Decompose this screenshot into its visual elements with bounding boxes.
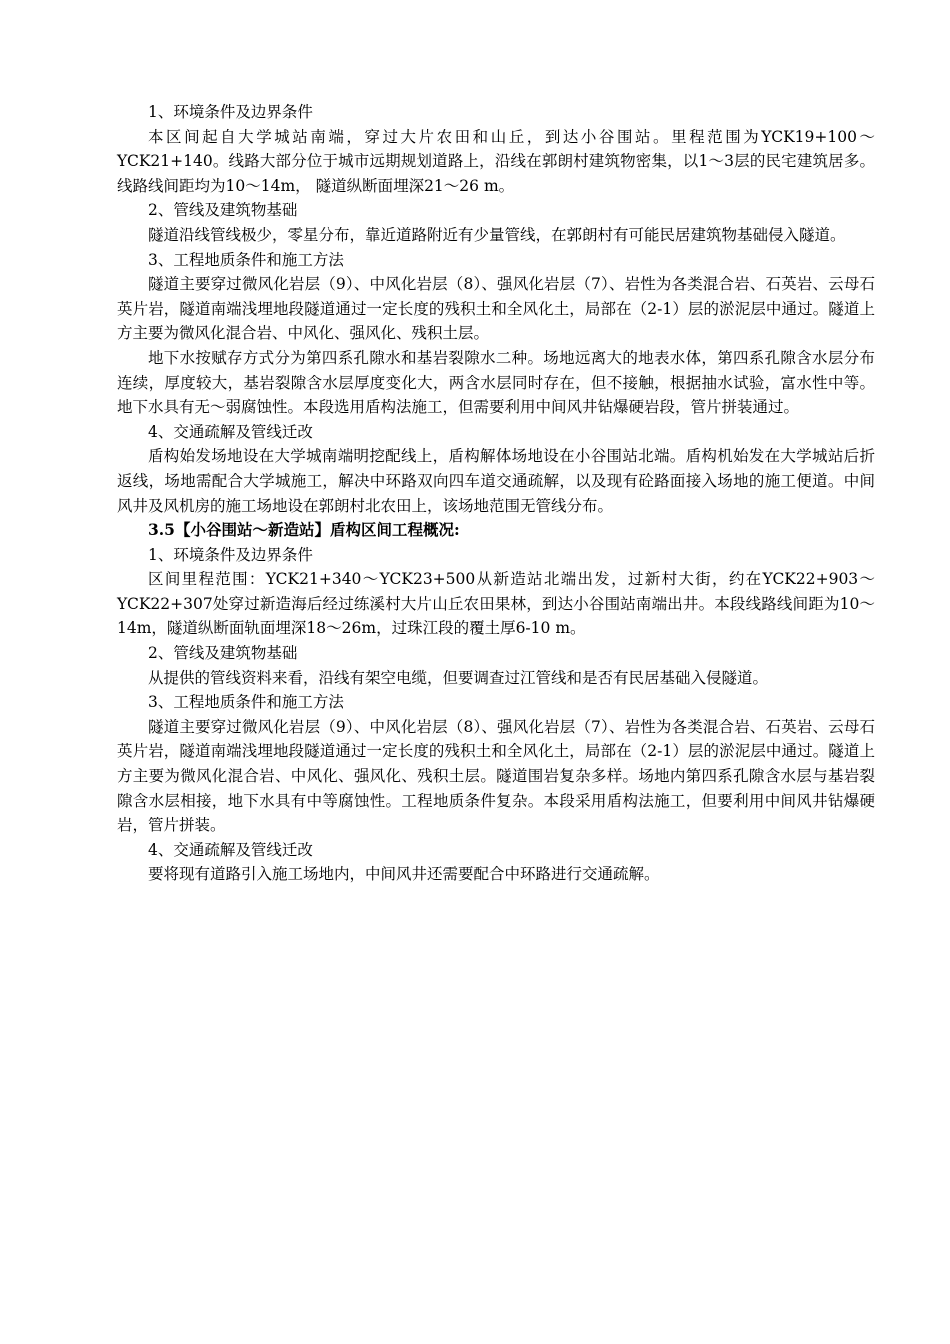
paragraph-groundwater-1: 地下水按赋存方式分为第四系孔隙水和基岩裂隙水二种。场地远离大的地表水体，第四系孔隙含水层分布连续，厚度较大，基岩裂隙含水层厚度变化大，两含水层同时存在，但不接触，根据抽水试验，富水性中等。地下水具有无～弱腐蚀性。本段选用盾构法施工，但需要利用中间风井钻爆硬岩段，管片拼装通过。	[117, 348, 875, 417]
subheading-geology-1: 3、工程地质条件和施工方法	[148, 250, 344, 269]
subheading-pipelines-2: 2、管线及建筑物基础	[148, 644, 298, 663]
paragraph-geology-2: 隧道主要穿过微风化岩层（9）、中风化岩层（8）、强风化岩层（7）、岩性为各类混合岩、石英岩、云母石英片岩，隧道南端浅埋地段隧道通过一定长度的残积土和全风化土，局部在（2-1）层的淤泥层中通过。隧道上方主要为微风化混合岩、中风化、强风化、残积土层。隧道围岩复杂多样。场地内第四系孔隙含水层与基岩裂隙含水层相接，地下水具有中等腐蚀性。工程地质条件复杂。本段采用盾构法施工，但要利用中间风井钻爆硬岩，管片拼装。	[117, 717, 875, 835]
paragraph-traffic-2: 要将现有道路引入施工场地内，中间风井还需要配合中环路进行交通疏解。	[148, 865, 660, 884]
subheading-traffic-2: 4、交通疏解及管线迁改	[148, 840, 313, 859]
paragraph-environment-1: 本区间起自大学城站南端，穿过大片农田和山丘，到达小谷围站。里程范围为YCK19+100～YCK21+140。线路大部分位于城市远期规划道路上，沿线在郭朗村建筑物密集，以1～3层的民宅建筑居多。线路线间距均为10～14m， 隧道纵断面埋深21～26 m。	[117, 127, 875, 195]
paragraph-pipelines-2: 从提供的管线资料来看，沿线有架空电缆，但要调查过江管线和是否有民居基础入侵隧道。	[148, 668, 769, 687]
subheading-geology-2: 3、工程地质条件和施工方法	[148, 693, 344, 712]
document-body	[117, 100, 875, 887]
subheading-traffic-1: 4、交通疏解及管线迁改	[148, 422, 313, 441]
subheading-environment-1: 1、环境条件及边界条件	[148, 103, 313, 121]
paragraph-traffic-1: 盾构始发场地设在大学城南端明挖配线上，盾构解体场地设在小谷围站北端。盾构机始发在大学城站后折返线，场地需配合大学城施工，解决中环路双向四车道交通疏解，以及现有砼路面接入场地的施工便道。中间风井及风机房的施工场地设在郭朗村北农田上，该场地范围无管线分布。	[117, 447, 875, 515]
paragraph-environment-2: 区间里程范围：YCK21+340～YCK23+500从新造站北端出发，过新村大街，约在YCK22+903～YCK22+307处穿过新造海后经过练溪村大片山丘农田果林，到达小谷围站南端出井。本段线路线间距为10～14m，隧道纵断面轨面埋深18～26m，过珠江段的覆土厚6-10 m。	[117, 570, 875, 638]
subheading-pipelines-1: 2、管线及建筑物基础	[148, 201, 298, 220]
section-heading-3-5: 3.5【小谷围站～新造站】盾构区间工程概况:	[148, 520, 460, 540]
subheading-environment-2: 1、环境条件及边界条件	[148, 545, 313, 564]
paragraph-pipelines-1: 隧道沿线管线极少，零星分布，靠近道路附近有少量管线，在郭朗村有可能民居建筑物基础侵入隧道。	[148, 225, 846, 244]
paragraph-geology-1: 隧道主要穿过微风化岩层（9）、中风化岩层（8）、强风化岩层（7）、岩性为各类混合岩、石英岩、云母石英片岩，隧道南端浅埋地段隧道通过一定长度的残积土和全风化土，局部在（2-1）层的淤泥层中通过。隧道上方主要为微风化混合岩、中风化、强风化、残积土层。	[117, 275, 875, 343]
